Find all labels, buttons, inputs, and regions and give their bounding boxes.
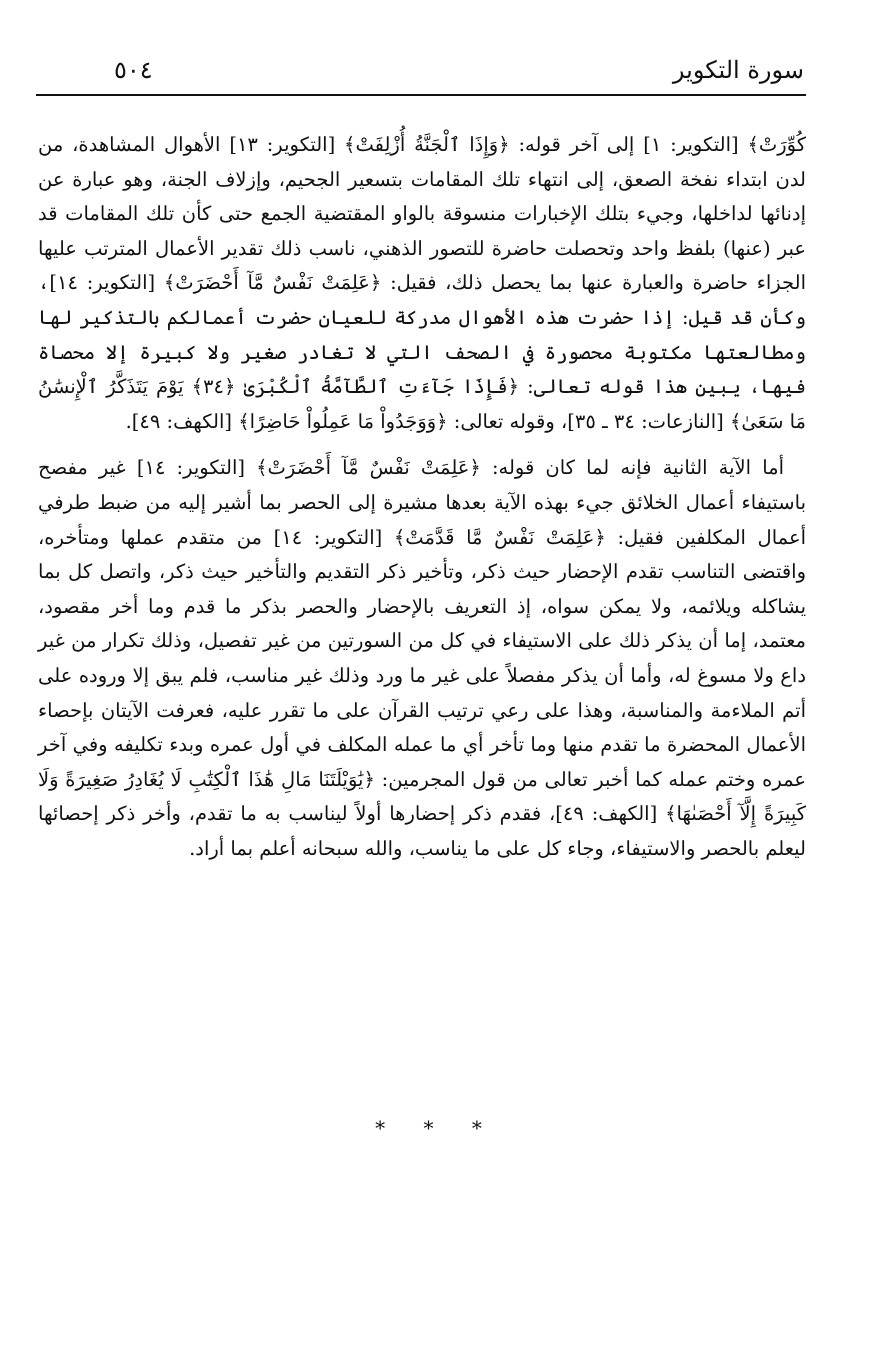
- body-text: [38, 128, 806, 866]
- surah-title: سورة التكوير: [672, 56, 804, 84]
- paragraph-second: أما الآية الثانية فإنه لما كان قوله: ﴿عَلِمَتْ نَفْسٌ مَّآ أَحْضَرَتْ﴾ [التكوير: ١٤] غير مفصح باستيفاء أعمال الخلائق جيء بهذه الآية بعدها مشيرة إلى الحصر بما أشير إليه من ضبط طرفي أعمال المكلفين فقيل: ﴿عَلِمَتْ نَفْسٌ مَّا قَدَّمَتْ﴾ [التكوير: ١٤] من متقدم عملها ومتأخره، واقتضى التناسب تقدم الإحضار حيث ذكر، وتأخير ذكر التقديم والتأخير حيث ذكر، واتصل كل بما يشاكله ويلائمه، ولا يمكن سواه، إذ التعريف بالإحضار والحصر بذكر ما قدم وما أخر مقصود، معتمد، إما أن يذكر ذلك على الاستيفاء في كل من السورتين من غير تفصيل، وذلك تكرار من غير داع ولا مسوغ له، وأما أن يذكر مفصلاً على غير ما ورد وذلك غير مناسب، فلم يبق إلا وروده على أتم الملاءمة والمناسبة، وهذا على رعي ترتيب القرآن على ما تقرر عليه، فعرفت الآيتان بإحصاء الأعمال المحضرة ما تقدم منها وما تأخر أي ما عمله المكلف في أول عمره وبدء تكليفه وفي آخر عمره وختم عمله كما أخبر تعالى من قول المجرمين: ﴿يَٰوَيْلَتَنَا مَالِ هَٰذَا ٱلْكِتَٰبِ لَا يُغَادِرُ صَغِيرَةً وَلَا كَبِيرَةً إِلَّآ أَحْصَىٰهَا﴾ [الكهف: ٤٩]، فقدم ذكر إحضارها أولاً ليناسب به ما تقدم، وأخر ذكر إحصائها ليعلم بالحصر والاستيفاء، وجاء كل على ما يناسب، والله سبحانه أعلم بما أراد.: [38, 456, 806, 860]
- page-number: ٥٠٤: [114, 56, 153, 84]
- page-header: [40, 48, 804, 92]
- header-divider: [36, 94, 806, 96]
- section-separator: * * *: [375, 1116, 498, 1140]
- paragraph-first: كُوِّرَتْ﴾ [التكوير: ١] إلى آخر قوله: ﴿وَإِذَا ٱلْجَنَّةُ أُزْلِفَتْ﴾ [التكوير: ١٣] الأهوال المشاهدة، من لدن ابتداء نفخة الصعق، إلى انتهاء تلك المقامات بتسعير الجحيم، وإزلاف الجنة، وهو عبارة عن إدنائها لداخلها، وجيء بتلك الإخبارات منسوقة بالواو المقتضية الجمع حتى كأن تلك المقامات قد عبر (عنها) بلفظ واحد وتحصلت حاضرة للتصور الذهني، ناسب ذلك تقدير الأعمال المترتب عليها الجزاء حاضرة والعبارة عنها بما يحصل ذلك، فقيل: ﴿عَلِمَتْ نَفْسٌ مَّآ أَحْضَرَتْ﴾ [التكوير: ١٤]، وكأن قد قيل: إذا حضرت هذه الأهوال مدركة للعيان حضرت أعمالكم بالتذكير لها ومطالعتها مكتوبة محصورة في الصحف التي لا تغادر صغير ولا كبيرة إلا محصاة فيها، يبين هذا قوله تعالى: ﴿فَإِذَا جَآءَتِ ٱلطَّآمَّةُ ٱلْكُبْرَىٰ ﴿٣٤﴾ يَوْمَ يَتَذَكَّرُ ٱلْإِنسَٰنُ مَا سَعَىٰ﴾ [النازعات: ٣٤ ـ ٣٥]، وقوله تعالى: ﴿وَوَجَدُواْ مَا عَمِلُواْ حَاضِرًا﴾ [الكهف: ٤٩].: [38, 133, 807, 433]
